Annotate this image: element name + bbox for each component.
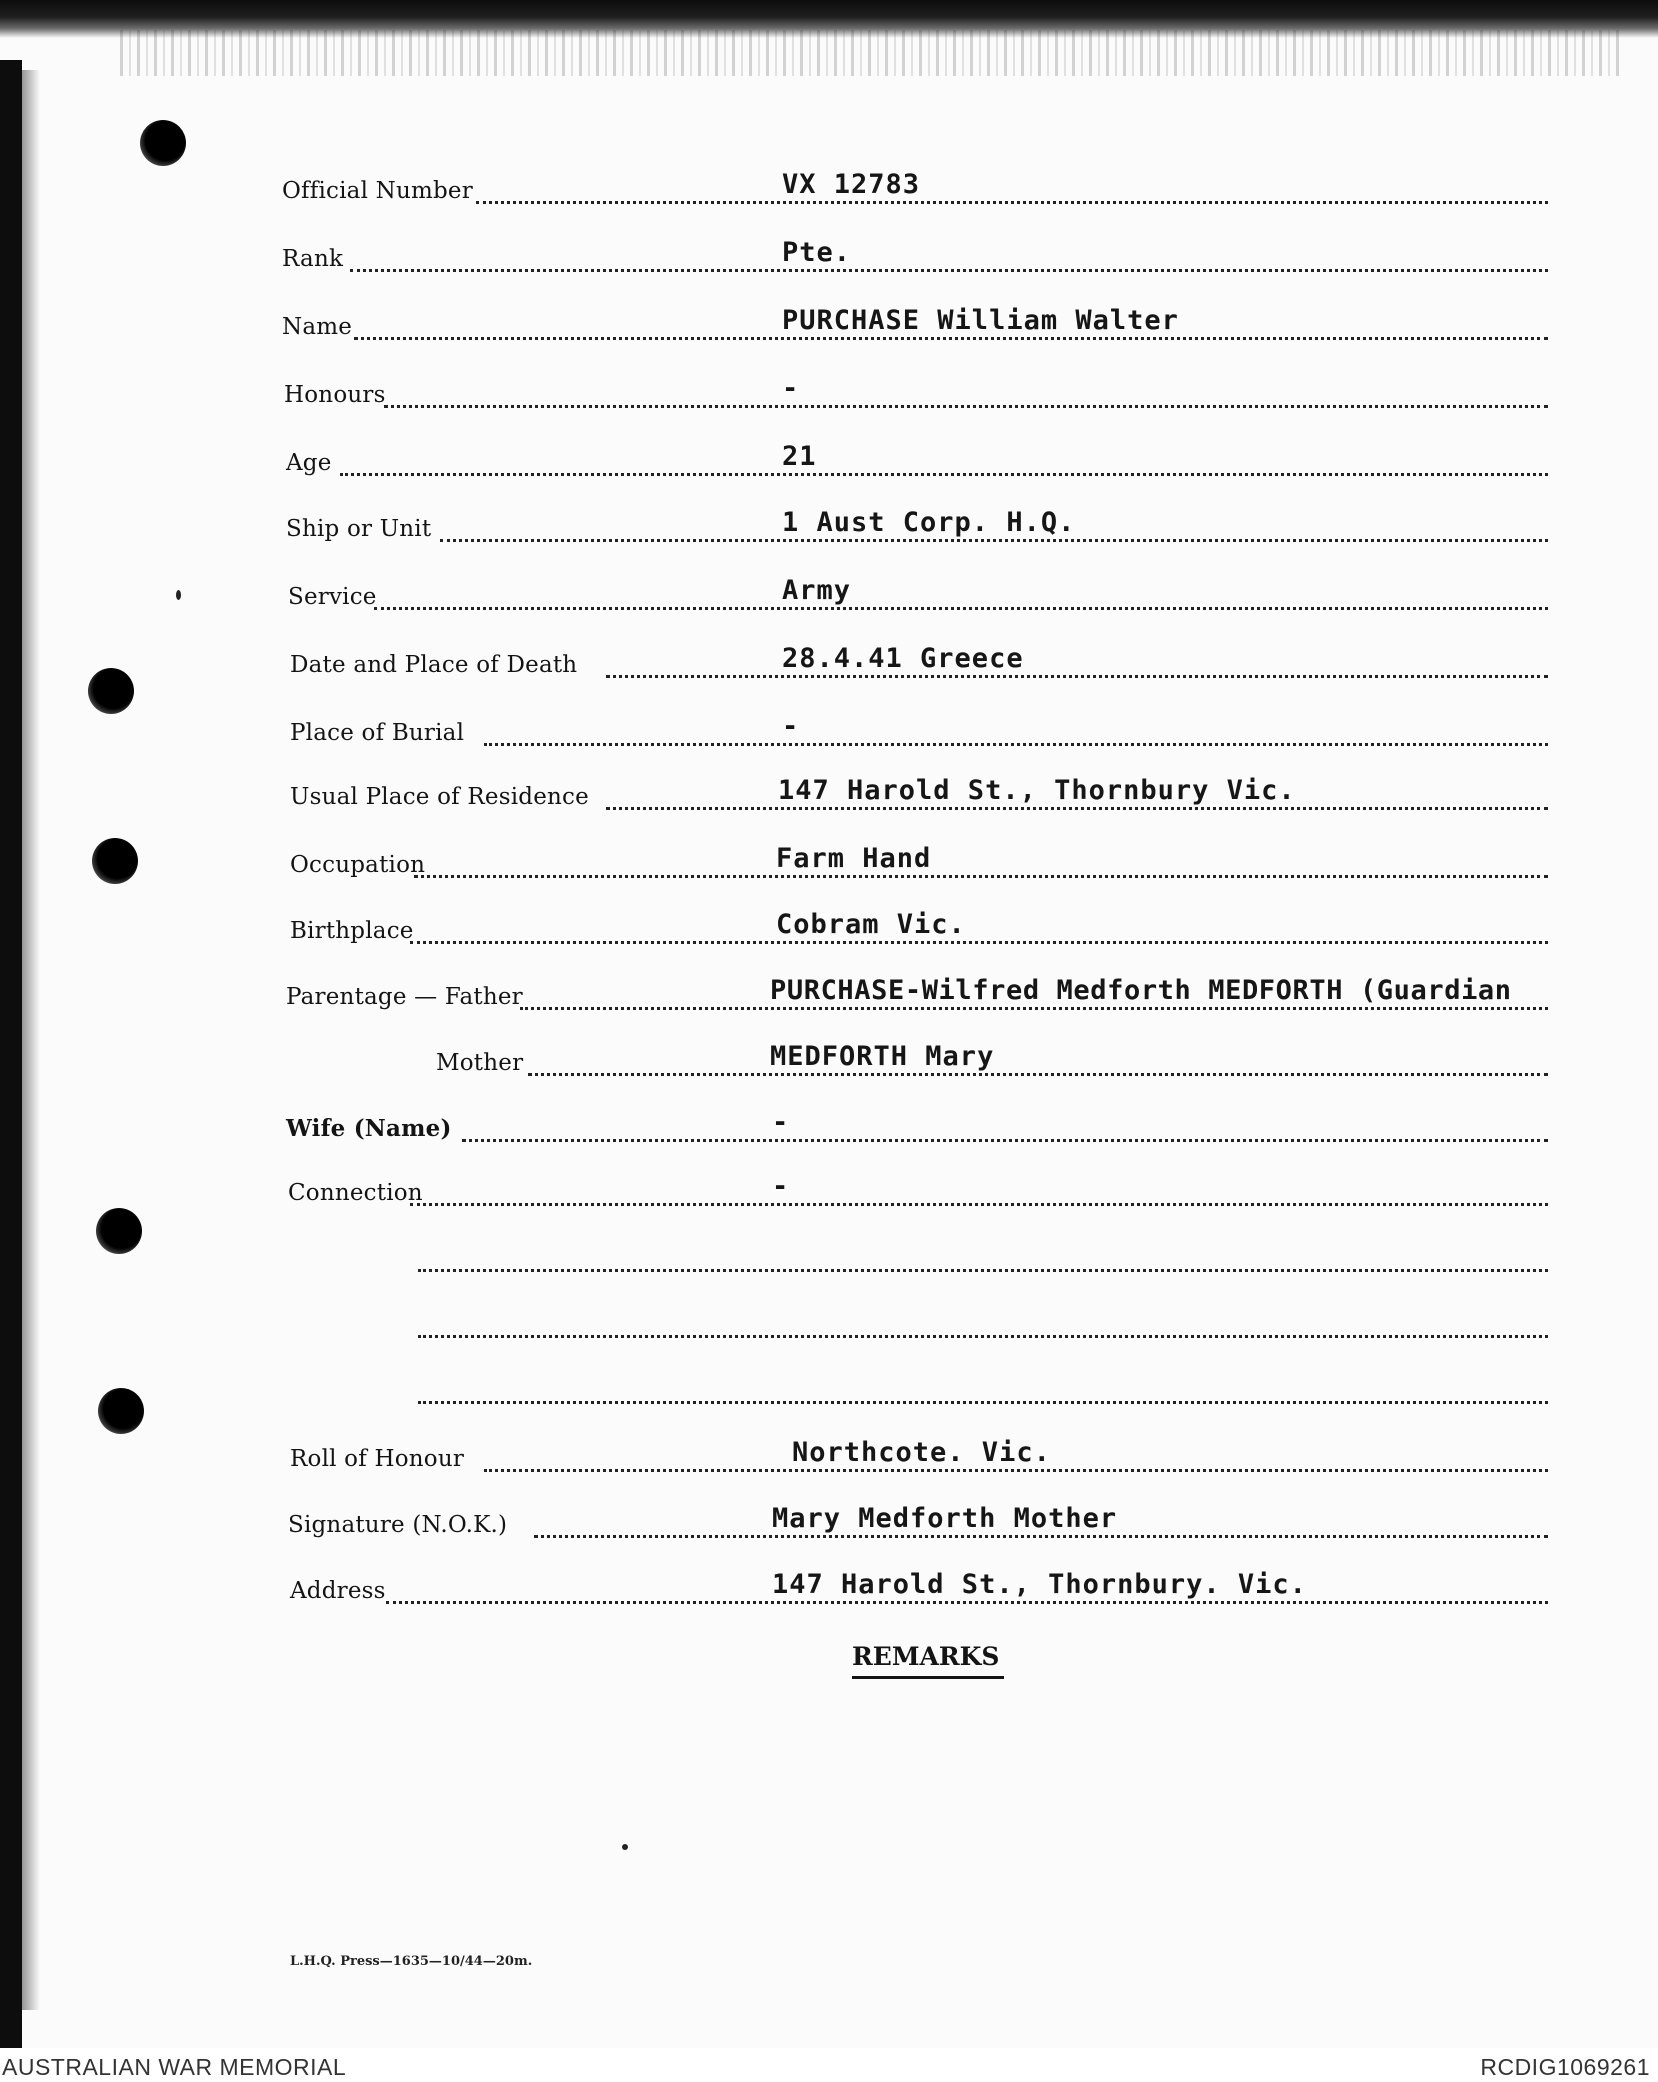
dotted-leader <box>418 1269 1548 1272</box>
form-row-honours <box>0 374 1658 414</box>
form-row-signature-nok <box>0 1504 1658 1544</box>
field-label: Name <box>282 314 353 340</box>
form-row-wife <box>0 1108 1658 1148</box>
field-label: Birthplace <box>290 918 414 944</box>
punch-hole-icon <box>140 120 186 166</box>
form-row-address <box>0 1570 1658 1610</box>
field-value: VX 12783 <box>782 169 921 200</box>
field-value: MEDFORTH Mary <box>770 1041 995 1072</box>
press-mark: L.H.Q. Press—1635—10/44—20m. <box>290 1954 533 1969</box>
field-label: Signature (N.O.K.) <box>288 1512 508 1538</box>
form-row-parentage-father <box>0 976 1658 1016</box>
field-label: Usual Place of Residence <box>290 784 589 810</box>
form-row-blank <box>0 1370 1658 1410</box>
field-label: Rank <box>282 246 344 272</box>
form-row-blank <box>0 1238 1658 1278</box>
dotted-leader <box>476 201 1548 204</box>
scan-noise <box>120 30 1620 76</box>
form-row-ship-or-unit <box>0 508 1658 548</box>
dotted-leader <box>534 1535 1548 1538</box>
form-row-service <box>0 576 1658 616</box>
field-label: Service <box>288 584 377 610</box>
field-value: 147 Harold St., Thornbury Vic. <box>778 775 1296 806</box>
dotted-leader <box>350 269 1548 272</box>
form-row-roll-of-honour <box>0 1438 1658 1478</box>
field-label: Roll of Honour <box>290 1446 465 1472</box>
field-value: Pte. <box>782 237 852 268</box>
field-label: Wife (Name) <box>286 1115 452 1142</box>
field-value: 147 Harold St., Thornbury. Vic. <box>772 1569 1307 1600</box>
dotted-leader <box>462 1139 1548 1142</box>
archive-footer <box>0 2048 1658 2082</box>
form-row-rank <box>0 238 1658 278</box>
institution-name: AUSTRALIAN WAR MEMORIAL <box>2 2054 347 2080</box>
dotted-leader <box>410 1203 1548 1206</box>
field-label: Age <box>286 450 332 476</box>
field-value: 1 Aust Corp. H.Q. <box>782 507 1076 538</box>
form-row-place-of-burial <box>0 712 1658 752</box>
dotted-leader <box>606 807 1548 810</box>
field-label: Official Number <box>282 178 473 204</box>
dotted-leader <box>606 675 1548 678</box>
field-value: - <box>782 373 800 404</box>
dotted-leader <box>418 1401 1548 1404</box>
field-label: Honours <box>284 382 386 408</box>
field-label: Connection <box>288 1180 423 1206</box>
field-value: PURCHASE-Wilfred Medforth MEDFORTH (Guardian <box>770 975 1512 1006</box>
field-label: Ship or Unit <box>286 516 432 542</box>
field-value: - <box>772 1107 790 1138</box>
dotted-leader <box>374 607 1548 610</box>
field-value: Northcote. Vic. <box>792 1437 1051 1468</box>
form-row-blank <box>0 1304 1658 1344</box>
form-row-mother <box>0 1042 1658 1082</box>
remarks-heading: REMARKS <box>852 1642 1000 1671</box>
field-value: 28.4.41 Greece <box>782 643 1024 674</box>
dotted-leader <box>386 1601 1548 1604</box>
field-label: Date and Place of Death <box>290 652 578 678</box>
field-value: 21 <box>782 441 817 472</box>
field-value: Farm Hand <box>776 843 932 874</box>
form-row-date-place-of-death <box>0 644 1658 684</box>
dotted-leader <box>340 473 1548 476</box>
form-row-official-number <box>0 170 1658 210</box>
dotted-leader <box>414 875 1548 878</box>
dotted-leader <box>484 743 1548 746</box>
dotted-leader <box>410 941 1548 944</box>
dotted-leader <box>418 1335 1548 1338</box>
form-row-connection <box>0 1172 1658 1212</box>
field-value: Cobram Vic. <box>776 909 966 940</box>
dotted-leader <box>520 1007 1548 1010</box>
field-label: Address <box>290 1578 386 1604</box>
dotted-leader <box>440 539 1548 542</box>
field-label: Occupation <box>290 852 426 878</box>
field-label: Place of Burial <box>290 720 465 746</box>
remarks-underline <box>852 1676 1004 1679</box>
field-value: Mary Medforth Mother <box>772 1503 1118 1534</box>
field-value: - <box>772 1171 790 1202</box>
field-label: Parentage — Father <box>286 984 523 1010</box>
catalogue-id: RCDIG1069261 <box>1480 2054 1650 2080</box>
field-value: PURCHASE William Walter <box>782 305 1179 336</box>
ink-speck <box>622 1844 628 1850</box>
field-value: - <box>782 711 800 742</box>
field-value: Army <box>782 575 852 606</box>
scan-left-shadow <box>22 70 40 2010</box>
dotted-leader <box>528 1073 1548 1076</box>
ink-speck <box>176 590 181 600</box>
form-row-age <box>0 442 1658 482</box>
dotted-leader <box>384 405 1548 408</box>
dotted-leader <box>484 1469 1548 1472</box>
dotted-leader <box>354 337 1548 340</box>
form-row-birthplace <box>0 910 1658 950</box>
form-row-usual-residence <box>0 776 1658 816</box>
form-row-name <box>0 306 1658 346</box>
field-label: Mother <box>436 1050 524 1076</box>
form-row-occupation <box>0 844 1658 884</box>
